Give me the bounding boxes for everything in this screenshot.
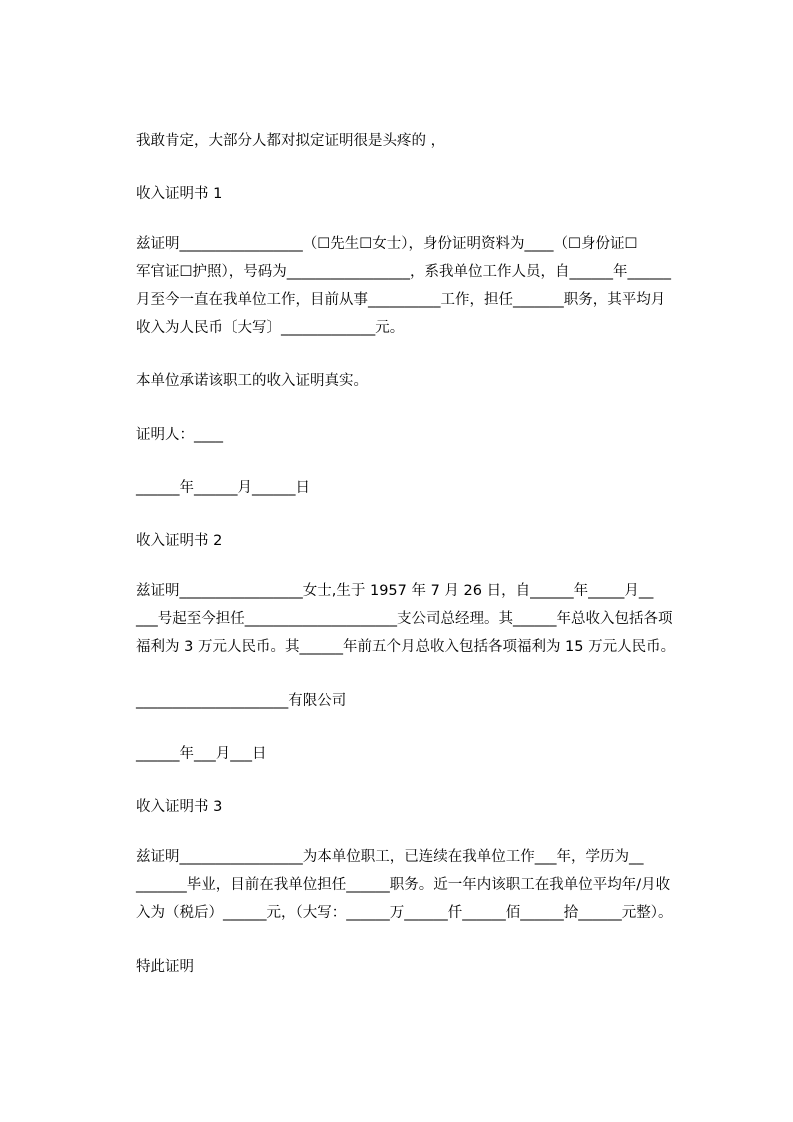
section2-body	[136, 577, 701, 661]
section1-body-line: 收入为人民币〔大写〕_____________元。	[136, 320, 405, 336]
section3-body	[136, 843, 701, 927]
section3-heading: 收入证明书 3	[136, 799, 223, 815]
section3-closing: 特此证明	[136, 959, 194, 975]
section2-body-line: ___号起至今担任_____________________支公司总经理。其______年总收入包括各项	[136, 611, 673, 627]
section1-body	[136, 230, 701, 342]
section1-body-line: 军官证☐护照），号码为_________________，系我单位工作人员，自______年______	[136, 264, 671, 280]
section1-commitment: 本单位承诺该职工的收入证明真实。	[136, 373, 368, 389]
section1-body-line: 月至今一直在我单位工作，目前从事__________工作，担任_______职务，其平均月	[136, 292, 666, 308]
section1-date: ______年______月______日	[136, 480, 310, 496]
section2-company: _____________________有限公司	[136, 693, 347, 709]
section2-heading: 收入证明书 2	[136, 533, 223, 549]
section1-heading: 收入证明书 1	[136, 186, 223, 202]
section3-body-line: 入为（税后）______元，（大写：______万______仟______佰______拾______元整）。	[136, 905, 673, 921]
section1-certifier: 证明人：____	[136, 427, 223, 443]
section2-body-line: 兹证明_________________女士,生于 1957 年 7 月 26 日，自______年_____月__	[136, 583, 654, 599]
section3-body-line: 兹证明_________________为本单位职工，已连续在我单位工作___年，学历为__	[136, 849, 644, 865]
section3-body-line: _______毕业，目前在我单位担任______职务。近一年内该职工在我单位平均年/月收	[136, 877, 671, 893]
section2-body-line: 福利为 3 万元人民币。其______年前五个月总收入包括各项福利为 15 万元人民币。	[136, 639, 676, 655]
section1-body-line: 兹证明_________________（☐先生☐女士），身份证明资料为____（☐身份证☐	[136, 236, 638, 252]
section2-date: ______年___月___日	[136, 746, 267, 762]
intro-text: 我敢肯定，大部分人都对拟定证明很是头疼的 ，	[136, 133, 446, 149]
